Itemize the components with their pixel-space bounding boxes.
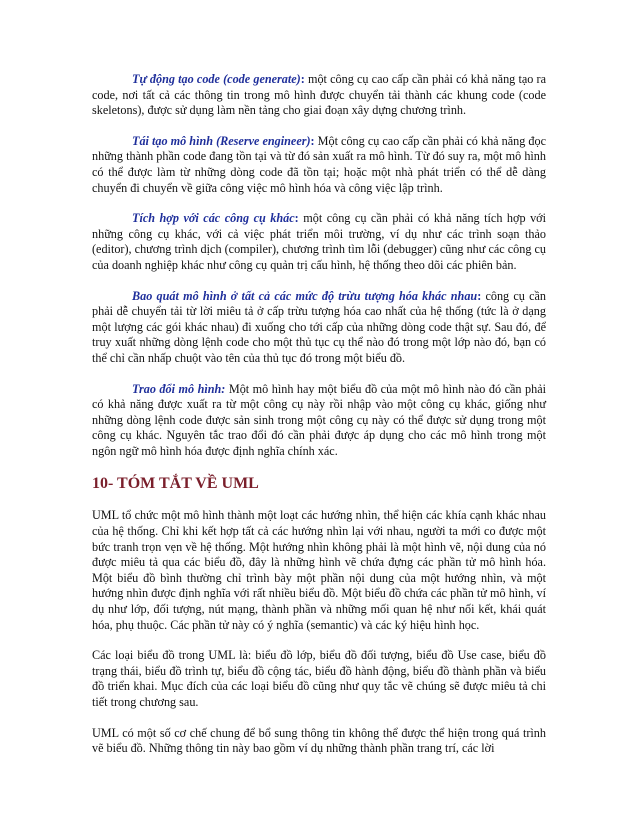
- paragraph-reverse-engineer: Tái tạo mô hình (Reserve engineer): Một công cụ cao cấp cần phải có khả năng đọc những thành phần code đang tồn tại và từ đó sản xuất ra mô hình. Từ đó suy ra, một mô hình có thể được làm từ những dòng code đã tồn tại; hoặc một nhà phát triển có thể dễ dàng chuyển đi chuyển về giữa công việc mô hình hóa và công việc lập trình.: [92, 133, 546, 195]
- paragraph-text: một công cụ cao cấp cần phải có khả năng tạo ra code, nơi tất cả các thông tin trong mô hình được chuyển tải thành các khung code (code skeletons), được sử dụng làm nền tảng cho giai đoạn xây dựng chương trình.: [92, 72, 546, 118]
- paragraph-abstraction-levels: Bao quát mô hình ở tất cả các mức độ trừu tượng hóa khác nhau: công cụ cần phải dễ chuyển tải từ lời miêu tả ở cấp trừu tượng hóa cao nhất của hệ thống (tức là ở dạng một lượng các gói khác nhau) đi xuống cho tới cấp của những dòng code thật sự. Sau đó, để truy xuất những dòng lệnh code cho một thủ tục cụ thể nào đó trong một lớp nào đó, bạn có thể chỉ cần nhấp chuột vào tên của thủ tục đó trong một biểu đồ.: [92, 288, 546, 365]
- paragraph-code-generate: Tự động tạo code (code generate): một công cụ cao cấp cần phải có khả năng tạo ra code, nơi tất cả các thông tin trong mô hình được chuyển tải thành các khung code (code skeletons), được sử dụng làm nền tảng cho giai đoạn xây dựng chương trình.: [92, 72, 546, 118]
- term-reverse-engineer: Tái tạo mô hình (Reserve engineer): [132, 133, 311, 148]
- term-abstraction-levels: Bao quát mô hình ở tất cả các mức độ trừu tượng hóa khác nhau: [132, 288, 478, 303]
- paragraph-model-exchange: [92, 382, 546, 460]
- paragraph-tool-integration: Tích hợp với các công cụ khác: một công cụ cần phải có khả năng tích hợp với những công cụ khác, với cả việc phát triển môi trường, ví dụ như các trình soạn thảo (editor), chương trình dịch (compiler), chương trình tìm lỗi (debugger) cũng như các công cụ của doanh nghiệp khác như công cụ quản trị cấu hình, hệ thống theo dõi các phiên bản.: [92, 211, 546, 272]
- paragraph-text: công cụ cần phải dễ chuyển tải từ lời miêu tả ở cấp trừu tượng hóa cao nhất của hệ thống (tức là ở dạng một lượng các gói khác nhau) đi xuống cho tới cấp của những dòng code thật sự. Sau đó, để truy xuất những dòng lệnh code cho một thủ tục cụ thể nào đó trong một lớp nào đó, bạn có thể chỉ cần nhấp chuột vào tên của thủ tục đó trong một biểu đồ.: [92, 288, 546, 365]
- term-model-exchange: Trao đổi mô hình:: [132, 381, 226, 396]
- paragraph-uml-diagram-types: Các loại biểu đồ trong UML là: biểu đồ lớp, biểu đồ đối tượng, biểu đồ Use case, biểu đồ trạng thái, biểu đồ trình tự, biểu đồ cộng tác, biểu đồ hành động, biểu đồ thành phần và biểu đồ triển khai. Mục đích của các loại biểu đồ cũng như quy tắc vẽ chúng sẽ được miêu tả chi tiết trong chương sau.: [92, 648, 546, 709]
- section-heading: 10- TÓM TẮT VỀ UML: [92, 475, 259, 493]
- term-code-generate: Tự động tạo code (code generate): [132, 72, 301, 86]
- term-tool-integration: Tích hợp với các công cụ khác: [132, 211, 295, 226]
- paragraph-uml-mechanisms: UML có một số cơ chế chung để bổ sung thông tin không thể được thể hiện trong quá trình vẽ biểu đồ. Những thông tin này bao gồm ví dụ những thành phần trang trí, các lời: [92, 725, 546, 756]
- paragraph-uml-views: UML tổ chức một mô hình thành một loạt các hướng nhìn, thể hiện các khía cạnh khác nhau của hệ thống. Chỉ khi kết hợp tất cả các hướng nhìn lại với nhau, người ta mới co được một bức tranh trọn vẹn về hệ thống. Một hướng nhìn không phải là một hình vẽ, nội dung của nó được miêu tả qua các biểu đồ, đây là những hình vẽ chứa đựng các phần tử mô hình hóa. Một biểu đồ bình thường chỉ trình bày một phần nội dung của một hướng nhìn, và một hướng nhìn được định nghĩa với rất nhiều biểu đồ. Một biểu đồ chứa các phần tử mô hình, ví dụ như lớp, đối tượng, nút mạng, thành phần và những mối quan hệ như nối kết, khái quát hóa, phụ thuộc. Các phần tử này có ý nghĩa (semantic) và các ký hiệu hình học.: [92, 508, 546, 632]
- paragraph-text: Một mô hình hay một biểu đồ của một mô hình nào đó cần phải có khả năng được xuất ra từ một công cụ này rồi nhập vào một công cụ khác, giống như những dòng lệnh code được sản sinh trong một công cụ này có thể được sử dụng trong một công cụ khác. Nguyên tắc trao đổi đó cần phải được áp dụng cho các mô hình trong một ngôn ngữ mô hình hóa được định nghĩa chính xác.: [92, 381, 546, 458]
- paragraph-text: Một công cụ cao cấp cần phải có khả năng đọc những thành phần code đang tồn tại và từ đó sản xuất ra mô hình. Từ đó suy ra, một mô hình có thể được làm từ những dòng code đã tồn tại; hoặc một nhà phát triển có thể dễ dàng chuyển đi chuyển về giữa công việc mô hình hóa và công việc lập trình.: [92, 133, 546, 195]
- paragraph-text: một công cụ cần phải có khả năng tích hợp với những công cụ khác, với cả việc phát triển môi trường, ví dụ như các trình soạn thảo (editor), chương trình dịch (compiler), chương trình tìm lỗi (debugger) cũng như các công cụ của doanh nghiệp khác như công cụ quản trị cấu hình, hệ thống theo dõi các phiên bản.: [92, 211, 546, 272]
